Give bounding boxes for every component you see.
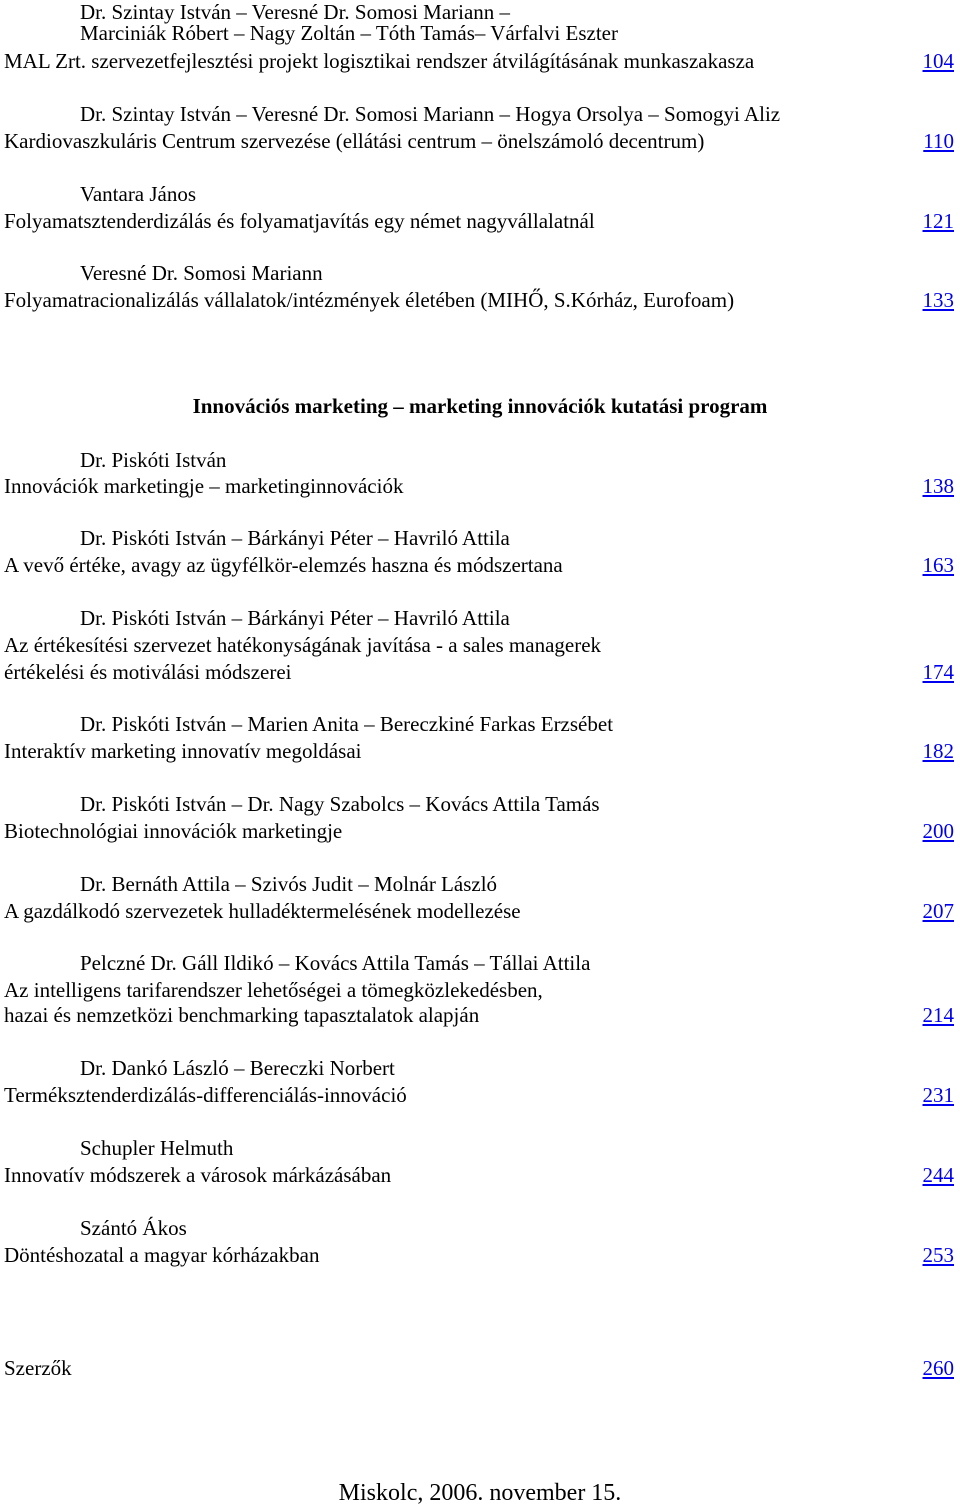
footer-place-date: Miskolc, 2006. november 15.	[338, 1480, 622, 1506]
entry-title: Az intelligens tarifarendszer lehetőségei a tömegközlekedésben,	[4, 978, 543, 1002]
entry-title: hazai és nemzetközi benchmarking tapasztalatok alapján	[4, 1003, 480, 1027]
entry-title: Interaktív marketing innovatív megoldásai	[4, 739, 362, 763]
page-link[interactable]: 253	[922, 1243, 954, 1267]
page-link[interactable]: 104	[922, 49, 954, 73]
entry-authors: Szántó Ákos	[80, 1216, 187, 1240]
entry-authors: Dr. Piskóti István – Bárkányi Péter – Havriló Attila	[80, 606, 510, 630]
entry-authors: Schupler Helmuth	[80, 1136, 234, 1160]
page-link[interactable]: 214	[922, 1003, 954, 1027]
page-link[interactable]: 182	[922, 739, 954, 763]
page-link[interactable]: 260	[922, 1356, 954, 1380]
entry-authors: Vantara János	[80, 182, 197, 206]
entry-title: Biotechnológiai innovációk marketingje	[4, 819, 343, 843]
authors-index-label: Szerzők	[4, 1356, 72, 1380]
page-link[interactable]: 133	[922, 288, 954, 312]
entry-title: Döntéshozatal a magyar kórházakban	[4, 1243, 320, 1267]
page-link[interactable]: 110	[923, 129, 954, 153]
entry-authors: Dr. Piskóti István – Bárkányi Péter – Havriló Attila	[80, 526, 510, 550]
entry-title: Kardiovaszkuláris Centrum szervezése (ellátási centrum – önelszámoló decentrum)	[4, 129, 705, 153]
section-title: Innovációs marketing – marketing innovációk kutatási program	[192, 394, 768, 418]
entry-authors: Dr. Dankó László – Bereczki Norbert	[80, 1056, 395, 1080]
page-link[interactable]: 231	[922, 1083, 954, 1107]
entry-authors: Dr. Szintay István – Veresné Dr. Somosi Mariann –	[80, 0, 511, 24]
entry-authors: Dr. Szintay István – Veresné Dr. Somosi Mariann – Hogya Orsolya – Somogyi Aliz	[80, 102, 781, 126]
entry-title: Folyamatsztenderdizálás és folyamatjavítás egy német nagyvállalatnál	[4, 209, 595, 233]
entry-title: A gazdálkodó szervezetek hulladéktermelésének modellezése	[4, 899, 521, 923]
entry-authors: Dr. Bernáth Attila – Szivós Judit – Molnár László	[80, 872, 498, 896]
entry-authors: Pelczné Dr. Gáll Ildikó – Kovács Attila Tamás – Tállai Attila	[80, 951, 591, 975]
entry-authors: Dr. Piskóti István – Marien Anita – Bereczkiné Farkas Erzsébet	[80, 712, 614, 736]
page-link[interactable]: 174	[922, 660, 954, 684]
entry-title: Innovatív módszerek a városok márkázásában	[4, 1163, 392, 1187]
entry-title: Innovációk marketingje – marketinginnovációk	[4, 474, 404, 498]
page-link[interactable]: 163	[922, 553, 954, 577]
entry-title: MAL Zrt. szervezetfejlesztési projekt logisztikai rendszer átvilágításának munkaszakasza	[4, 49, 755, 73]
entry-title: Terméksztenderdizálás-differenciálás-innováció	[4, 1083, 407, 1107]
entry-title: értékelési és motiválási módszerei	[4, 660, 292, 684]
entry-authors: Veresné Dr. Somosi Mariann	[80, 261, 323, 285]
page-link[interactable]: 121	[922, 209, 954, 233]
entry-authors: Marciniák Róbert – Nagy Zoltán – Tóth Tamás– Várfalvi Eszter	[80, 21, 618, 45]
entry-title: Az értékesítési szervezet hatékonyságának javítása - a sales managerek	[4, 633, 602, 657]
page-link[interactable]: 244	[922, 1163, 954, 1187]
page-link[interactable]: 200	[922, 819, 954, 843]
entry-title: Folyamatracionalizálás vállalatok/intézmények életében (MIHŐ, S.Kórház, Eurofoam)	[4, 288, 735, 312]
entry-title: A vevő értéke, avagy az ügyfélkör-elemzés haszna és módszertana	[4, 553, 563, 577]
page-link[interactable]: 207	[922, 899, 954, 923]
entry-authors: Dr. Piskóti István	[80, 448, 227, 472]
entry-authors: Dr. Piskóti István – Dr. Nagy Szabolcs – Kovács Attila Tamás	[80, 792, 600, 816]
page-link[interactable]: 138	[922, 474, 954, 498]
